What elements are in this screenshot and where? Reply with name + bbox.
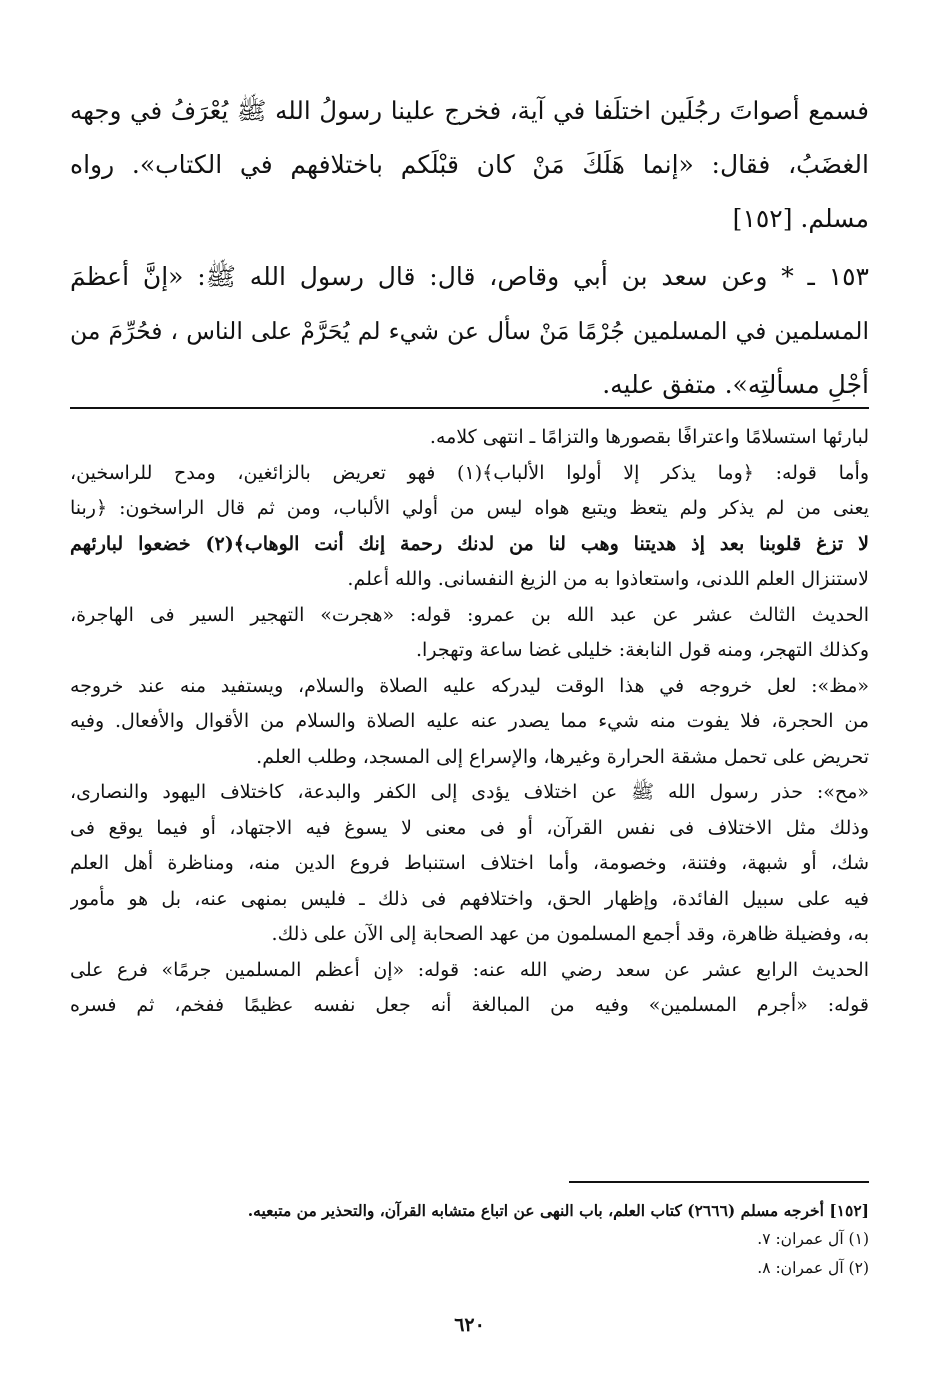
page-number: ٦٢٠: [454, 1314, 485, 1336]
hadith-line: مسلم. [١٥٢]: [732, 204, 869, 233]
footnotes-block: [70, 1196, 869, 1283]
footnote-line: [١٥٢] أخرجه مسلم (٢٦٦٦) كتاب العلم، باب النهى عن اتباع متشابه القرآن، والتحذير من متبعيه.: [247, 1201, 869, 1220]
commentary-line: لا تزغ قلوبنا بعد إذ هديتنا وهب لنا من لدنك رحمة إنك أنت الوهاب﴾(٢) خضعوا لبارئهم: [70, 532, 869, 555]
commentary-line: من الحجرة، فلا يفوت منه شيء مما يصدر عنه عليه الصلاة والسلام من الأقوال والأفعال. وفيه: [70, 710, 869, 732]
commentary-line: لبارئها استسلامًا واعترافًا بقصورها والتزامًا ـ انتهى كلامه.: [429, 426, 869, 448]
commentary-line: وذلك مثل الاختلاف فى نفس القرآن، أو فى معنى لا يسوغ فيه الاجتهاد، أو فيما يوقع فى: [70, 816, 869, 839]
hadith-line: ١٥٣ ـ * وعن سعد بن أبي وقاص، قال: قال رسول الله ﷺ: «إنَّ أعظمَ: [70, 262, 869, 291]
commentary-line: تحريض على تحمل مشقة الحرارة وغيرها، والإسراع إلى المسجد، وطلب العلم.: [256, 745, 869, 768]
commentary-line: به، وفضيلة ظاهرة، وقد أجمع المسلمون من عهد الصحابة إلى الآن على ذلك.: [271, 923, 869, 945]
commentary-line: «مح»: حذر رسول الله ﷺ عن اختلاف يؤدى إلى الكفر والبدعة، كاختلاف اليهود والنصارى،: [70, 781, 869, 803]
hadith-block: [70, 84, 869, 412]
section-divider: [70, 407, 869, 409]
commentary-line: وكذلك التهجر، ومنه قول النابغة: خليلى غضا ساعة وتهجرا.: [416, 639, 869, 661]
commentary-block: [70, 420, 869, 1024]
commentary-line: قوله: «أجرم المسلمين» وفيه من المبالغة أنه جعل نفسه عظيمًا ففخم، ثم فسره: [70, 994, 869, 1016]
hadith-line: فسمع أصواتَ رجُلَين اختلَفا في آية، فخرج علينا رسولُ الله ﷺ يُعْرَفُ في وجهه: [70, 96, 869, 125]
commentary-line: وأما قوله: ﴿وما يذكر إلا أولوا الألباب﴾(١) فهو تعريض بالزائغين، ومدح للراسخين،: [70, 461, 869, 484]
commentary-line: الحديث الثالث عشر عن عبد الله بن عمرو: قوله: «هجرت» التهجير السير فى الهاجرة،: [70, 603, 869, 626]
footnote-line: (٢) آل عمران: ٨.: [757, 1259, 869, 1277]
hadith-line: أجْلِ مسألتِه». متفق عليه.: [602, 370, 869, 399]
commentary-line: «مظ»: لعل خروجه في هذا الوقت ليدركه عليه الصلاة والسلام، ويستفيد منه عند خروجه: [70, 674, 869, 697]
commentary-line: لاستنزال العلم اللدنى، واستعاذوا به من الزيغ النفسانى. والله أعلم.: [347, 568, 869, 590]
footnote-divider: [569, 1181, 869, 1183]
hadith-line: المسلمين في المسلمين جُرْمًا مَنْ سأل عن شيء لم يُحَرَّمْ على الناس ، فحُرِّمَ من: [70, 317, 869, 345]
footnote-line: (١) آل عمران: ٧.: [757, 1230, 869, 1248]
commentary-line: شك، أو شبهة، وفتنة، وخصومة، وأما اختلاف استنباط فروع الدين منه، ومناظرة أهل العلم: [70, 852, 869, 874]
hadith-line: الغضَبُ، فقال: «إنما هَلَكَ مَنْ كان قبْلَكم باختلافهم في الكتاب». رواه: [70, 150, 869, 179]
commentary-line: يعنى من لم يذكر ولم يتعظ ويتبع هواه ليس من أولي الألباب، ومن ثم قال الراسخون: ﴿ربنا: [70, 497, 869, 519]
commentary-line: فيه على سبيل الفائدة، وإظهار الحق، واختلافهم فى ذلك ـ فليس بمنهى عنه، بل هو مأمور: [70, 887, 869, 910]
commentary-line: الحديث الرابع عشر عن سعد رضي الله عنه: قوله: «إن أعظم المسلمين جرمًا» فرع على: [70, 958, 869, 981]
